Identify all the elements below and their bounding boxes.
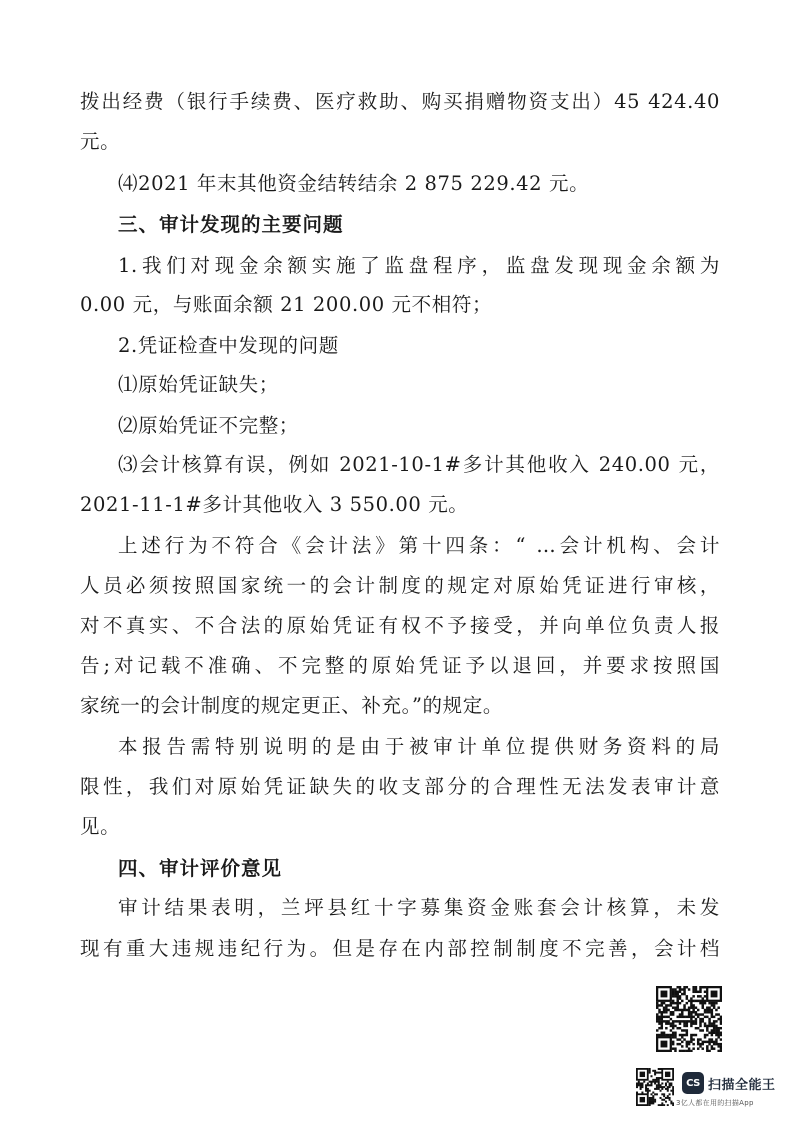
- paragraph-line: ⑴原始凭证缺失；: [118, 373, 279, 396]
- paragraph-line: 2021-11-1#多计其他收入 3 550.00 元。: [80, 493, 469, 516]
- paragraph-line: ⑷2021 年末其他资金结转结余 2 875 229.42 元。: [118, 172, 590, 195]
- paragraph-line: 拨出经费（银行手续费、医疗救助、购买捐赠物资支出）45 424.40: [80, 90, 720, 113]
- qr-code-icon: [636, 1068, 674, 1106]
- scanner-watermark: [682, 1072, 776, 1094]
- paragraph-line: 对不真实、不合法的原始凭证有权不予接受，并向单位负责人报: [80, 614, 720, 637]
- paragraph-line: 现有重大违规违纪行为。但是存在内部控制制度不完善，会计档: [80, 937, 720, 960]
- section-heading: 四、审计评价意见: [118, 857, 283, 880]
- paragraph-line: 见。: [80, 815, 121, 838]
- paragraph-line: ⑶会计核算有误，例如 2021-10-1#多计其他收入 240.00 元，: [118, 453, 720, 476]
- paragraph-line: 1.我们对现金余额实施了监盘程序，监盘发现现金余额为: [118, 254, 720, 277]
- qr-code-icon: [656, 986, 722, 1052]
- camscanner-logo-icon: CS: [682, 1072, 704, 1094]
- brand-name: 扫描全能王: [708, 1077, 776, 1093]
- paragraph-line: ⑵原始凭证不完整；: [118, 414, 299, 437]
- watermark-tagline: 3亿人都在用的扫描App: [676, 1099, 754, 1107]
- paragraph-line: 元。: [80, 130, 121, 153]
- paragraph-line: 2.凭证检查中发现的问题: [118, 334, 339, 357]
- paragraph-line: 告;对记载不准确、不完整的原始凭证予以退回，并要求按照国: [80, 654, 720, 677]
- paragraph-line: 本报告需特别说明的是由于被审计单位提供财务资料的局: [118, 735, 720, 758]
- paragraph-line: 0.00 元，与账面余额 21 200.00 元不相符；: [80, 293, 493, 316]
- paragraph-line: 人员必须按照国家统一的会计制度的规定对原始凭证进行审核，: [80, 574, 720, 597]
- paragraph-line: 家统一的会计制度的规定更正、补充。”的规定。: [80, 694, 503, 717]
- paragraph-line: 审计结果表明，兰坪县红十字募集资金账套会计核算，未发: [118, 896, 720, 919]
- paragraph-line: 限性，我们对原始凭证缺失的收支部分的合理性无法发表审计意: [80, 775, 720, 798]
- section-heading: 三、审计发现的主要问题: [118, 213, 344, 236]
- paragraph-line: 上述行为不符合《会计法》第十四条：“ …会计机构、会计: [118, 534, 720, 557]
